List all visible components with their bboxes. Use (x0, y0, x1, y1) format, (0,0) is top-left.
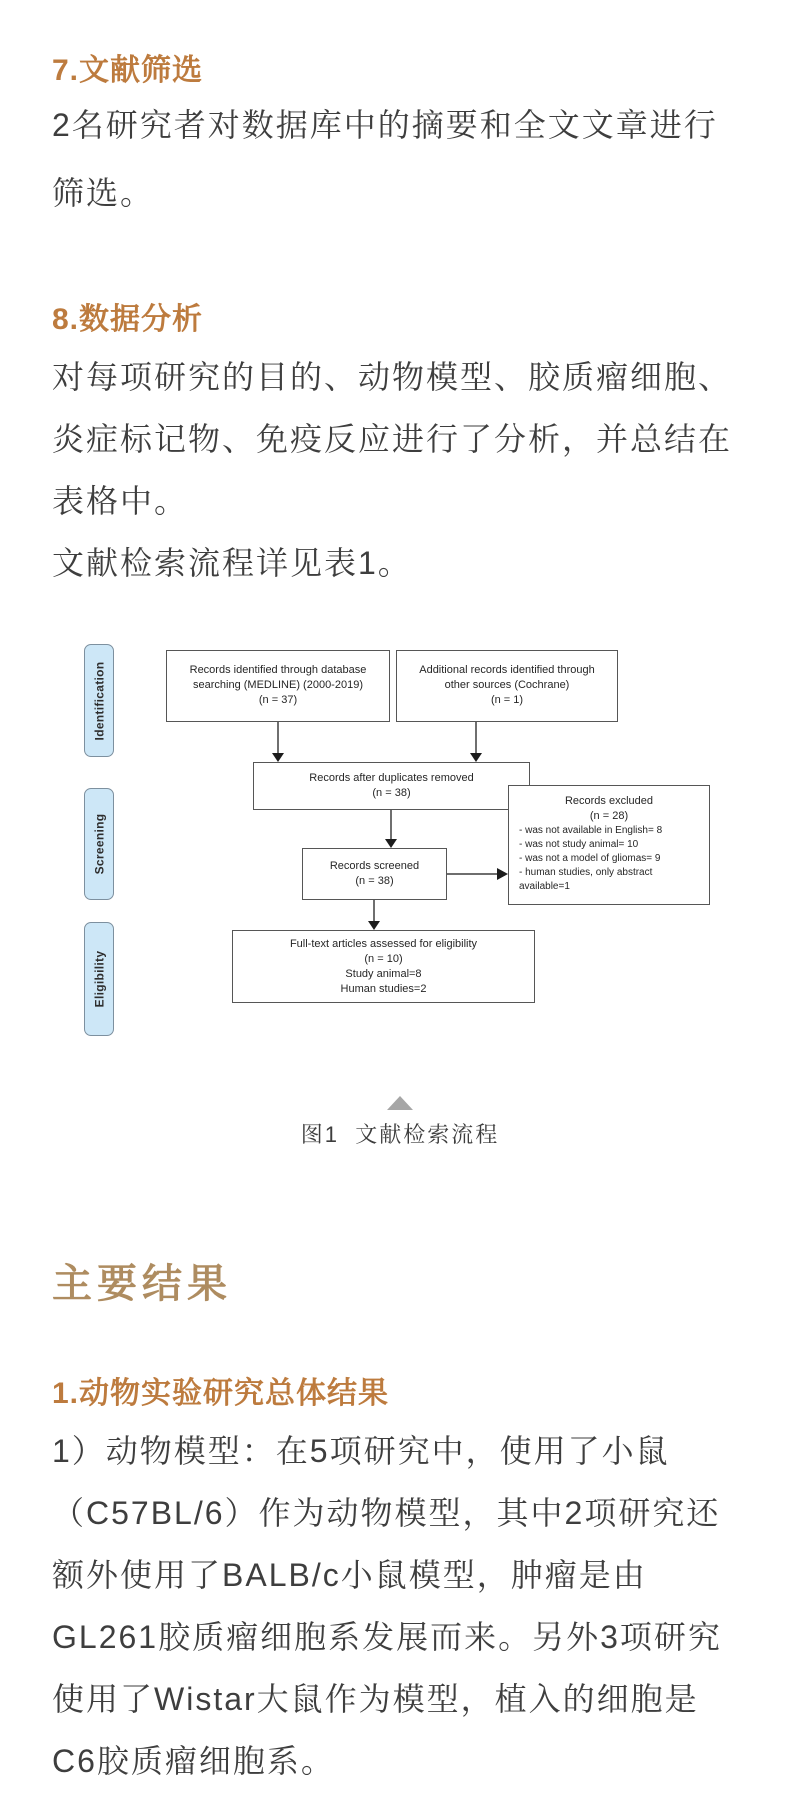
figure-caption: 图1 文献检索流程 (300, 1122, 500, 1147)
arrow-down-icon (272, 753, 284, 762)
stage-label-identification (84, 644, 114, 757)
section8-line: 炎症标记物、免疫反应进行了分析，并总结在 (52, 421, 733, 457)
flow-box-line: (n = 1) (490, 694, 524, 706)
section8-line: 表格中。 (52, 483, 189, 519)
results-sub-heading: 1.动物实验研究总体结果 (52, 1377, 390, 1410)
section8-line: 对每项研究的目的、动物模型、胶质瘤细胞、 (52, 359, 733, 395)
section7-line: 2名研究者对数据库中的摘要和全文文章进行 (52, 107, 718, 143)
flow-box-line: (n = 28) (589, 810, 629, 822)
section8-heading: 8.数据分析 (52, 303, 204, 336)
flow-box-line: Additional records identified through (419, 664, 595, 676)
flow-box-line: (n = 10) (364, 953, 403, 965)
flow-box-line: (n = 37) (258, 694, 298, 706)
results-line: 额外使用了BALB/c小鼠模型，肿瘤是由 (52, 1557, 647, 1593)
flow-box-line: (n = 38) (372, 787, 411, 799)
results-line: 1）动物模型：在5项研究中，使用了小鼠 (52, 1433, 670, 1469)
flow-box-line: Full-text articles assessed for eligibility (289, 938, 478, 950)
flow-box-excluded-item: - human studies, only abstract available=1 (519, 867, 653, 892)
arrow-down-icon (368, 921, 380, 930)
flow-box-records-screened (302, 848, 447, 900)
results-line: GL261胶质瘤细胞系发展而来。另外3项研究 (52, 1619, 722, 1655)
flow-box-excluded-item: - was not available in English= 8 (519, 825, 663, 836)
stage-label-text: Eligibility (92, 950, 107, 1008)
section7-line: 筛选。 (52, 175, 155, 211)
arrow-down-icon (385, 839, 397, 848)
stage-label-text: Screening (92, 813, 107, 875)
flow-box-excluded-item: - was not study animal= 10 (519, 839, 639, 850)
stage-label-eligibility (84, 922, 114, 1036)
stage-label-screening (84, 788, 114, 900)
section7-heading: 7.文献筛选 (52, 54, 204, 87)
flow-box-line: searching (MEDLINE) (2000-2019) (193, 679, 363, 691)
flow-box-excluded-item: - was not a model of gliomas= 9 (519, 853, 661, 864)
flow-box-line: (n = 38) (355, 875, 394, 887)
flow-box-additional-records (396, 650, 618, 722)
results-heading: 主要结果 (52, 1261, 232, 1306)
flow-box-records-identified (166, 650, 390, 722)
flow-box-line: Records screened (329, 860, 420, 872)
flow-box-line: Records after duplicates removed (309, 772, 474, 784)
stage-label-text: Identification (92, 661, 106, 740)
results-line: C6胶质瘤细胞系。 (52, 1743, 335, 1779)
flow-box-line: Study animal=8 (345, 968, 422, 980)
results-line: （C57BL/6）作为动物模型，其中2项研究还 (52, 1495, 721, 1531)
flow-box-line: Records identified through database (189, 664, 367, 676)
results-line: 使用了Wistar大鼠作为模型，植入的细胞是 (52, 1681, 699, 1717)
flow-box-line: Records excluded (564, 795, 654, 807)
flow-box-line: other sources (Cochrane) (444, 679, 570, 691)
flow-box-fulltext-assessed (232, 930, 535, 1003)
flow-box-line: Human studies=2 (340, 983, 427, 995)
section8-note: 文献检索流程详见表1。 (52, 545, 412, 581)
arrow-down-icon (470, 753, 482, 762)
arrow-right-icon (497, 868, 508, 880)
flow-box-records-excluded (508, 785, 710, 905)
flow-box-duplicates-removed (253, 762, 530, 810)
triangle-up-icon (387, 1096, 413, 1110)
